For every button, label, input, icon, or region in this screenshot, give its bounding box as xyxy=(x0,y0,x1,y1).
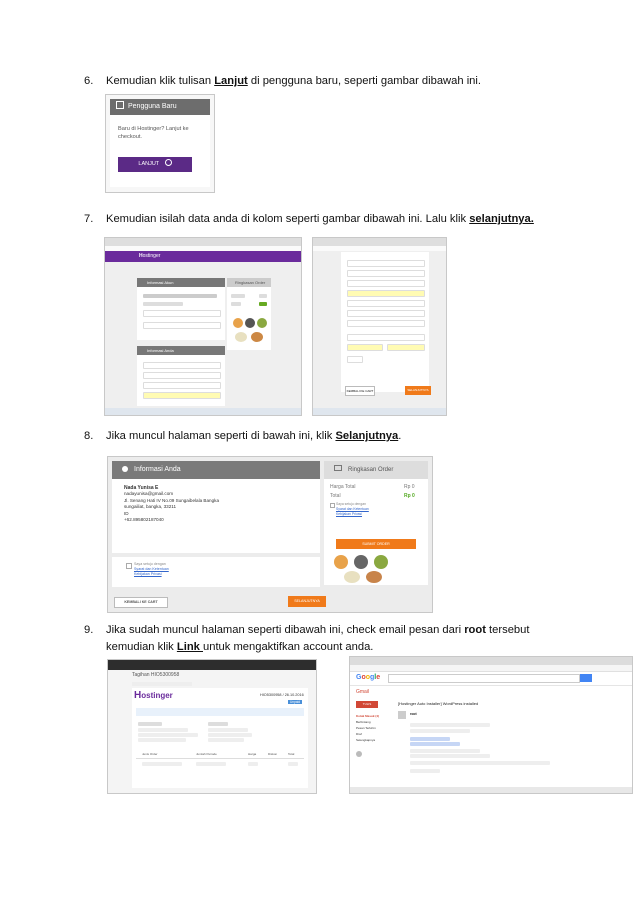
step-text: Kemudian isilah data anda di kolom seperti gambar dibawah ini. Lalu klik xyxy=(106,213,470,225)
panel-header xyxy=(112,461,320,479)
ringkasan-order-panel xyxy=(227,278,271,350)
badge-icon xyxy=(245,318,255,328)
terms-link[interactable]: Syarat dan Ketentuan xyxy=(336,507,369,511)
step-link[interactable]: Link xyxy=(176,641,203,653)
order-label: Total xyxy=(330,493,341,499)
submit-order-button[interactable]: SUBMIT ORDER xyxy=(336,539,416,549)
badge-icon xyxy=(344,571,360,583)
customer-address: Jl. Senang Hati IV No.09 Sungaibelala Bangka xyxy=(124,497,220,503)
table-header-cell: Jumlah Periode xyxy=(196,752,217,756)
invoice-title: Tagihan HIO5300958 xyxy=(132,672,180,678)
screenshot-form-left xyxy=(104,237,302,416)
lanjut-button[interactable] xyxy=(118,157,192,172)
next-button[interactable]: SELANJUTNYA xyxy=(405,386,431,395)
status-badge: Unpaid xyxy=(290,700,301,704)
screenshot-form-right xyxy=(312,237,447,416)
step-link[interactable]: selanjutnya. xyxy=(469,213,534,225)
agreement-box xyxy=(112,553,320,587)
terms-link[interactable]: Syarat dan Ketentuan xyxy=(134,567,169,571)
screenshot-invoice xyxy=(107,659,317,794)
avatar xyxy=(398,711,406,719)
taskbar xyxy=(313,408,446,415)
edit-icon xyxy=(116,101,124,109)
badge-icon xyxy=(251,332,263,342)
search-button[interactable] xyxy=(580,674,592,682)
screenshot-pengguna-baru xyxy=(105,94,215,193)
step-link[interactable]: Lanjut xyxy=(214,75,248,87)
sidebar-item-more[interactable]: Selengkapnya xyxy=(356,738,376,742)
step-link[interactable]: Selanjutnya xyxy=(335,430,399,442)
step-text-post: . xyxy=(398,430,402,442)
panel-header xyxy=(324,461,428,479)
step-text-post: untuk mengaktifkan account anda. xyxy=(203,641,374,653)
panel-text xyxy=(118,125,189,141)
back-to-cart-button[interactable]: KEMBALI KE CART xyxy=(345,386,375,396)
step-text: Jika sudah muncul halaman seperti dibawah ini, check email pesan dari xyxy=(106,624,465,636)
user-icon xyxy=(122,466,128,472)
customer-email: nadayunisa@gmail.com xyxy=(124,491,174,497)
step-text: Kemudian klik tulisan xyxy=(106,75,215,87)
customer-country: ID xyxy=(124,510,129,516)
panel-text-line: Baru di Hostinger? Lanjut ke xyxy=(118,126,189,132)
sender-bold: root xyxy=(464,624,486,636)
screenshot-gmail xyxy=(349,656,633,794)
step-text-post: tersebut xyxy=(485,624,530,636)
step-text: kemudian klik xyxy=(106,641,177,653)
sidebar-item-drafts[interactable]: Draf xyxy=(356,732,362,736)
panel-header: Informasi Akun xyxy=(137,278,225,287)
step-text-post: di pengguna baru, seperti gambar dibawah ini. xyxy=(247,75,481,87)
privacy-link[interactable]: Kebijakan Privasi xyxy=(134,572,162,576)
step-number: 7. xyxy=(84,213,94,225)
gmail-label[interactable]: Gmail xyxy=(356,689,370,695)
sidebar-item-starred[interactable]: Berbintang xyxy=(356,720,371,724)
panel-title: Ringkasan Order xyxy=(348,467,394,473)
customer-phone: +62.895802187040 xyxy=(124,517,164,523)
order-value: Rp 0 xyxy=(404,484,415,490)
order-total: Rp 0 xyxy=(404,493,415,499)
brand-name: ostinger xyxy=(141,691,173,700)
agree-text: Saya setuju dengan xyxy=(336,502,366,506)
badge-icon xyxy=(235,332,247,342)
panel-title: Pengguna Baru xyxy=(128,103,177,110)
badge-icon xyxy=(354,555,368,569)
panel-header xyxy=(110,99,210,115)
panel-text-line: checkout. xyxy=(118,134,142,140)
step-number: 9. xyxy=(84,624,94,636)
badge-icon xyxy=(374,555,388,569)
informasi-akun-panel xyxy=(137,278,225,340)
agree-checkbox[interactable] xyxy=(126,563,132,569)
cart-icon xyxy=(334,465,342,471)
lanjut-button-label: LANJUT xyxy=(138,161,160,167)
table-header-cell: Diskon xyxy=(268,752,278,756)
invoice-table-header xyxy=(136,752,304,759)
taskbar xyxy=(350,787,632,793)
table-header-cell: Harga xyxy=(248,752,257,756)
invoice-number: HIO5300958 / 26.10.2016 xyxy=(260,693,304,697)
brand-name: ostinger xyxy=(142,253,161,259)
badge-icon xyxy=(257,318,267,328)
informasi-anda-panel xyxy=(137,346,225,406)
customer-info xyxy=(124,485,219,523)
arrow-right-icon xyxy=(165,159,172,166)
search-input[interactable] xyxy=(388,674,580,683)
back-to-cart-button[interactable]: KEMBALI KE CART xyxy=(114,597,168,608)
sidebar-item-inbox[interactable]: Kotak Masuk (4) xyxy=(356,714,380,718)
sidebar-item-sent[interactable]: Pesan Terkirim xyxy=(356,726,376,730)
email-subject: [Hostinger Auto Installer] WordPress installed xyxy=(398,701,479,706)
panel-header: Ringkasan Order xyxy=(227,278,271,287)
panel-title: Informasi Anda xyxy=(134,466,181,473)
badge-icon xyxy=(233,318,243,328)
next-button[interactable]: SELANJUTNYA xyxy=(288,596,326,607)
email-sender: root xyxy=(410,712,417,716)
taskbar xyxy=(105,408,301,415)
agree-checkbox[interactable] xyxy=(330,503,335,508)
badge-icon xyxy=(366,571,382,583)
privacy-link[interactable]: Kebijakan Privasi xyxy=(336,512,363,516)
nav-bar xyxy=(105,251,301,262)
logo-h-icon: H xyxy=(139,253,143,259)
compose-button[interactable]: TULIS xyxy=(356,701,378,708)
customer-city: sungailiat, bangka, 33211 xyxy=(124,504,177,510)
step-text: Jika muncul halaman seperti di bawah ini, klik xyxy=(106,430,336,442)
table-header-cell: Jenis Order xyxy=(142,752,158,756)
screenshot-review-order xyxy=(107,456,433,613)
step-number: 8. xyxy=(84,430,94,442)
order-label: Harga Total xyxy=(330,484,356,490)
google-logo: Google xyxy=(356,674,381,681)
table-header-cell: Total xyxy=(288,752,295,756)
customer-name: Nada Yunisa E xyxy=(124,485,159,491)
logo-h-icon: H xyxy=(134,690,142,701)
panel-header: Informasi Anda xyxy=(137,346,225,355)
brand-logo xyxy=(134,690,173,701)
brand-logo xyxy=(139,253,160,259)
badge-icon xyxy=(334,555,348,569)
agree-text: Saya setuju dengan xyxy=(134,562,166,566)
step-number: 6. xyxy=(84,75,94,87)
